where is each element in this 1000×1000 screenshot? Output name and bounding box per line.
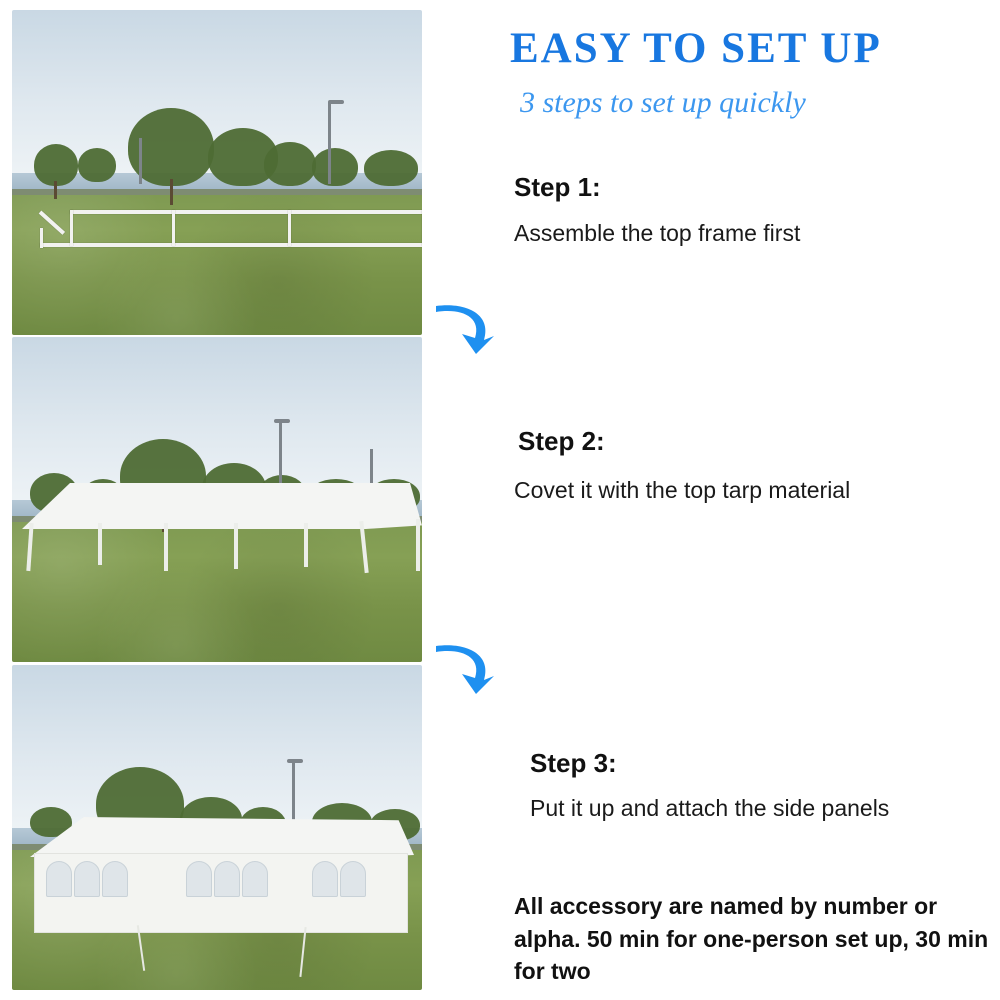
light-pole [328,102,331,184]
page-subtitle: 3 steps to set up quickly [520,86,806,119]
canopy-leg [234,523,238,569]
tent-window [214,861,240,897]
grass-field [12,195,422,335]
frame-leg [40,228,43,248]
frame-leg [70,210,73,246]
tent-window [312,861,338,897]
light-pole-head [328,100,344,104]
canopy-leg [98,523,102,565]
light-pole-head [274,419,290,423]
tree [34,144,78,186]
step-1-body: Assemble the top frame first [514,220,801,246]
canopy-leg [304,523,308,567]
canopy-tarp [30,817,414,857]
tree [264,142,316,186]
step-1-title: Step 1: [514,172,601,202]
accessory-footnote: All accessory are named by number or alpha. 50 min for one-person set up, 30 min for two [514,893,989,985]
arrow-step-2-to-3 [432,640,496,696]
tent-window [102,861,128,897]
tree [364,150,418,186]
tent-window [186,861,212,897]
light-pole [139,138,142,184]
step-3-body: Put it up and attach the side panels [530,795,890,821]
frame-leg [288,210,291,246]
canopy-leg [416,519,420,571]
tent-window [340,861,366,897]
tree [312,148,358,186]
frame-top-rail [70,210,422,214]
tent-window [242,861,268,897]
grass-field [12,522,422,662]
tree-trunk [54,181,57,199]
step-3-title: Step 3: [530,748,617,778]
tree [78,148,116,182]
frame-leg [172,210,175,246]
page-title: EASY TO SET UP [510,25,882,72]
light-pole-head [287,759,303,763]
canopy-leg [164,523,168,571]
frame-front-rail [40,243,422,247]
tree-trunk [170,179,173,205]
tent-window [74,861,100,897]
step-2-body: Covet it with the top tarp material [514,477,851,503]
photo-step-2 [12,337,422,662]
arrow-step-1-to-2 [432,300,496,356]
tent-window [46,861,72,897]
step-2-title: Step 2: [518,426,605,456]
photo-step-1 [12,10,422,335]
photo-step-3 [12,665,422,990]
